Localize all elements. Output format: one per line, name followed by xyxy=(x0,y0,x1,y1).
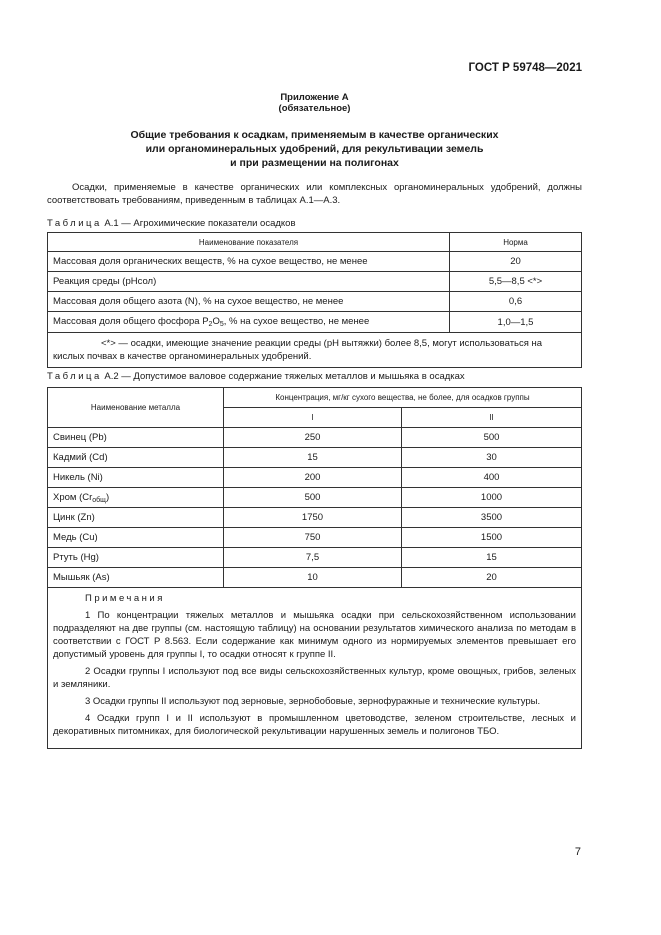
metal-name: Кадмий (Cd) xyxy=(48,448,224,468)
note-item: 4 Осадки групп I и II используют в промышленном цветоводстве, зеленом строительстве, лесных и декоративных питомниках, для биологической рекультивации нарушенных земель и полигонов ТБО. xyxy=(53,713,576,737)
group2-value: 400 xyxy=(402,468,582,488)
table-row xyxy=(48,528,582,548)
indicator-value: 1,0—1,5 xyxy=(450,312,582,333)
column-header-concentration: Концентрация, мг/кг сухого вещества, не более, для осадков группы xyxy=(224,388,582,408)
indicator-name: Реакция среды (pHсол) xyxy=(48,272,450,292)
table-row xyxy=(48,448,582,468)
column-header-name: Наименование показателя xyxy=(48,233,450,252)
group2-value: 500 xyxy=(402,428,582,448)
metal-name: Медь (Cu) xyxy=(48,528,224,548)
subscript: общ xyxy=(92,496,106,504)
name-part: Массовая доля общего фосфора P xyxy=(53,316,209,327)
table-row xyxy=(48,548,582,568)
table-row xyxy=(48,568,582,588)
metal-name: Мышьяк (As) xyxy=(48,568,224,588)
table-row xyxy=(48,252,582,272)
group1-value: 15 xyxy=(224,448,402,468)
metal-name: Свинец (Pb) xyxy=(48,428,224,448)
indicator-name: Массовая доля органических веществ, % на сухое вещество, не менее xyxy=(48,252,450,272)
agrochemical-table xyxy=(47,232,582,368)
table1-footnote: <*> — осадки, имеющие значение реакции среды (pH вытяжки) более 8,5, могут использоваться на кислых почвах в качестве органоминеральных удобрений. xyxy=(48,333,582,368)
column-header-group1: I xyxy=(224,408,402,428)
group1-value: 200 xyxy=(224,468,402,488)
group1-value: 750 xyxy=(224,528,402,548)
metal-name xyxy=(48,488,224,508)
section-title-line: или органоминеральных удобрений, для рекультивации земель xyxy=(145,143,484,155)
heavy-metals-table xyxy=(47,387,582,749)
note-item: 3 Осадки группы II используют под зерновые, зернобобовые, зернофуражные и технические культуры. xyxy=(85,696,541,707)
caption-prefix: Таблица xyxy=(47,218,102,229)
note-item: 1 По концентрации тяжелых металлов и мышьяка осадки при сельскохозяйственном использовании подразделяют на две группы (см. настоящую таблицу) на основании результатов химического анализа по методам в соответствии с ГОСТ Р 8.563. Если содержание как минимум одного из нормируемых элементов превышает его допустимый уровень для группы I, то осадки относят к группе II. xyxy=(53,610,576,660)
table-row xyxy=(48,488,582,508)
table1-caption xyxy=(47,218,296,229)
table-row xyxy=(48,272,582,292)
indicator-name xyxy=(48,312,450,333)
section-title xyxy=(47,128,582,170)
name-part: Хром (Cr xyxy=(53,491,93,503)
group1-value: 1750 xyxy=(224,508,402,528)
table-row xyxy=(48,312,582,333)
indicator-name: Массовая доля общего азота (N), % на сухое вещество, не менее xyxy=(48,292,450,312)
metal-name: Ртуть (Hg) xyxy=(48,548,224,568)
page-number: 7 xyxy=(574,846,581,858)
name-part: , % на сухое вещество, не менее xyxy=(223,316,370,327)
subscript: 2 xyxy=(208,321,213,328)
column-header-metal: Наименование металла xyxy=(48,388,224,428)
group1-value: 7,5 xyxy=(224,548,402,568)
metal-name: Цинк (Zn) xyxy=(48,508,224,528)
indicator-value: 20 xyxy=(450,252,582,272)
group1-value: 250 xyxy=(224,428,402,448)
group2-value: 15 xyxy=(402,548,582,568)
table2-caption xyxy=(47,371,465,382)
document-code: ГОСТ Р 59748—2021 xyxy=(468,62,582,74)
annex-subtitle: (обязательное) xyxy=(278,103,351,114)
section-title-line: Общие требования к осадкам, применяемым в качестве органических xyxy=(130,129,499,141)
notes-title: Примечания xyxy=(85,593,165,604)
table-row xyxy=(48,508,582,528)
note-item: 2 Осадки группы I используют под все виды сельскохозяйственных культур, кроме овощных, грибов, зеленых и земляники. xyxy=(53,666,576,690)
notes-row xyxy=(48,588,582,749)
column-header-group2: II xyxy=(402,408,582,428)
caption-prefix: Таблица xyxy=(47,371,102,382)
caption-text: А.2 — Допустимое валовое содержание тяжелых металлов и мышьяка в осадках xyxy=(101,371,465,382)
indicator-value: 5,5—8,5 <*> xyxy=(450,272,582,292)
group2-value: 1000 xyxy=(402,488,582,508)
column-header-norm: Норма xyxy=(450,233,582,252)
subscript: 5 xyxy=(219,321,224,328)
name-part: O xyxy=(212,316,220,327)
group2-value: 30 xyxy=(402,448,582,468)
group2-value: 1500 xyxy=(402,528,582,548)
group2-value: 3500 xyxy=(402,508,582,528)
group1-value: 500 xyxy=(224,488,402,508)
group1-value: 10 xyxy=(224,568,402,588)
metal-name: Никель (Ni) xyxy=(48,468,224,488)
section-title-line: и при размещении на полигонах xyxy=(230,157,399,169)
annex-title: Приложение А xyxy=(280,92,349,103)
footnote-row xyxy=(48,333,582,368)
table-row xyxy=(48,468,582,488)
table2-notes xyxy=(48,588,582,749)
caption-text: А.1 — Агрохимические показатели осадков xyxy=(101,218,296,229)
name-part: ) xyxy=(105,491,110,503)
intro-paragraph: Осадки, применяемые в качестве органических или комплексных органоминеральных удобрений, должны соответствовать требованиям, приведенным в таблицах А.1—А.3. xyxy=(47,182,582,206)
group2-value: 20 xyxy=(402,568,582,588)
table-row xyxy=(48,292,582,312)
table-row xyxy=(48,428,582,448)
indicator-value: 0,6 xyxy=(450,292,582,312)
